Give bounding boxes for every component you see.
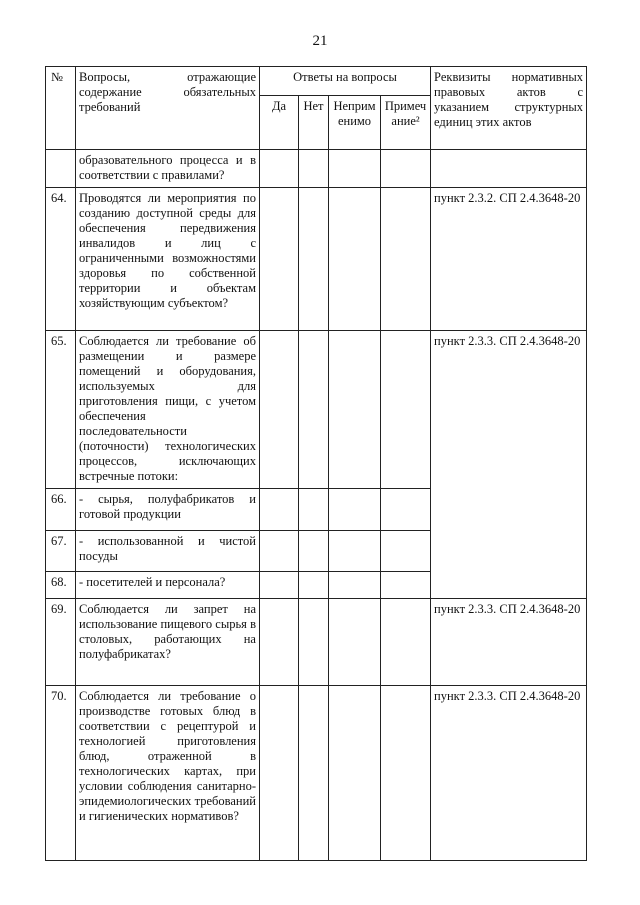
answer-note-cell[interactable] <box>381 599 431 686</box>
header-questions: Вопросы, отражающие содержание обязательных требований <box>76 67 260 150</box>
answer-yes-cell[interactable] <box>260 599 299 686</box>
row-ref: пункт 2.3.3. СП 2.4.3648-20 <box>431 686 587 861</box>
answer-no-cell[interactable] <box>299 150 329 188</box>
row-question: - сырья, полуфабрикатов и готовой продукции <box>76 489 260 531</box>
answer-no-cell[interactable] <box>299 686 329 861</box>
row-question: - посетителей и персонала? <box>76 572 260 599</box>
header-note: Примеч ание² <box>381 95 431 149</box>
answer-yes-cell[interactable] <box>260 489 299 531</box>
answer-na-cell[interactable] <box>329 572 381 599</box>
answer-note-cell[interactable] <box>381 531 431 572</box>
row-num: 67. <box>46 531 76 572</box>
answer-na-cell[interactable] <box>329 599 381 686</box>
row-question: - использованной и чистой посуды <box>76 531 260 572</box>
table-row <box>46 150 587 188</box>
answer-note-cell[interactable] <box>381 150 431 188</box>
answer-na-cell[interactable] <box>329 686 381 861</box>
header-answers: Ответы на вопросы <box>260 67 431 96</box>
answer-yes-cell[interactable] <box>260 188 299 331</box>
answer-note-cell[interactable] <box>381 331 431 489</box>
header-no: Нет <box>299 95 329 149</box>
row-ref: пункт 2.3.2. СП 2.4.3648-20 <box>431 188 587 331</box>
row-num: 68. <box>46 572 76 599</box>
table-row <box>46 686 587 861</box>
row-ref: пункт 2.3.3. СП 2.4.3648-20 <box>431 331 587 599</box>
page-number: 21 <box>312 33 328 49</box>
row-ref <box>431 150 587 188</box>
table-row <box>46 188 587 331</box>
answer-yes-cell[interactable] <box>260 531 299 572</box>
row-question: Соблюдается ли запрет на использование пищевого сырья в столовых, работающих на полуфабрикатах? <box>76 599 260 686</box>
answer-note-cell[interactable] <box>381 686 431 861</box>
header-row-1 <box>46 67 587 96</box>
row-num: 64. <box>46 188 76 331</box>
answer-no-cell[interactable] <box>299 531 329 572</box>
answer-yes-cell[interactable] <box>260 686 299 861</box>
answer-yes-cell[interactable] <box>260 331 299 489</box>
header-na: Неприм енимо <box>329 95 381 149</box>
answer-yes-cell[interactable] <box>260 150 299 188</box>
row-question: образовательного процесса и в соответствии с правилами? <box>76 150 260 188</box>
row-question: Соблюдается ли требование о производстве готовых блюд в соответствии с рецептурой и технологией приготовления блюд, отраженной в технологических картах, при условии соблюдения санитарно-эпидемиологических требований и гигиенических нормативов? <box>76 686 260 861</box>
header-num: № <box>46 67 76 150</box>
answer-na-cell[interactable] <box>329 531 381 572</box>
table-row <box>46 331 587 489</box>
answer-note-cell[interactable] <box>381 572 431 599</box>
row-num: 66. <box>46 489 76 531</box>
table-row <box>46 599 587 686</box>
row-num: 69. <box>46 599 76 686</box>
checklist-table <box>45 66 587 861</box>
answer-na-cell[interactable] <box>329 331 381 489</box>
answer-no-cell[interactable] <box>299 188 329 331</box>
row-num <box>46 150 76 188</box>
answer-na-cell[interactable] <box>329 489 381 531</box>
row-ref: пункт 2.3.3. СП 2.4.3648-20 <box>431 599 587 686</box>
answer-yes-cell[interactable] <box>260 572 299 599</box>
header-requisites: Реквизиты нормативных правовых актов с указанием структурных единиц этих актов <box>431 67 587 150</box>
answer-na-cell[interactable] <box>329 188 381 331</box>
row-num: 65. <box>46 331 76 489</box>
row-question: Соблюдается ли требование об размещении и размере помещений и оборудования, используемых для приготовления пищи, с учетом обеспечения последовательности (поточности) технологических процессов, исключающих встречные потоки: <box>76 331 260 489</box>
answer-note-cell[interactable] <box>381 489 431 531</box>
answer-no-cell[interactable] <box>299 489 329 531</box>
answer-no-cell[interactable] <box>299 331 329 489</box>
answer-no-cell[interactable] <box>299 572 329 599</box>
row-num: 70. <box>46 686 76 861</box>
answer-no-cell[interactable] <box>299 599 329 686</box>
row-question: Проводятся ли мероприятия по созданию доступной среды для обеспечения передвижения инвалидов и лиц с ограниченными возможностями здоровья по собственной территории и объектам хозяйствующим субъектом? <box>76 188 260 331</box>
header-yes: Да <box>260 95 299 149</box>
answer-na-cell[interactable] <box>329 150 381 188</box>
answer-note-cell[interactable] <box>381 188 431 331</box>
